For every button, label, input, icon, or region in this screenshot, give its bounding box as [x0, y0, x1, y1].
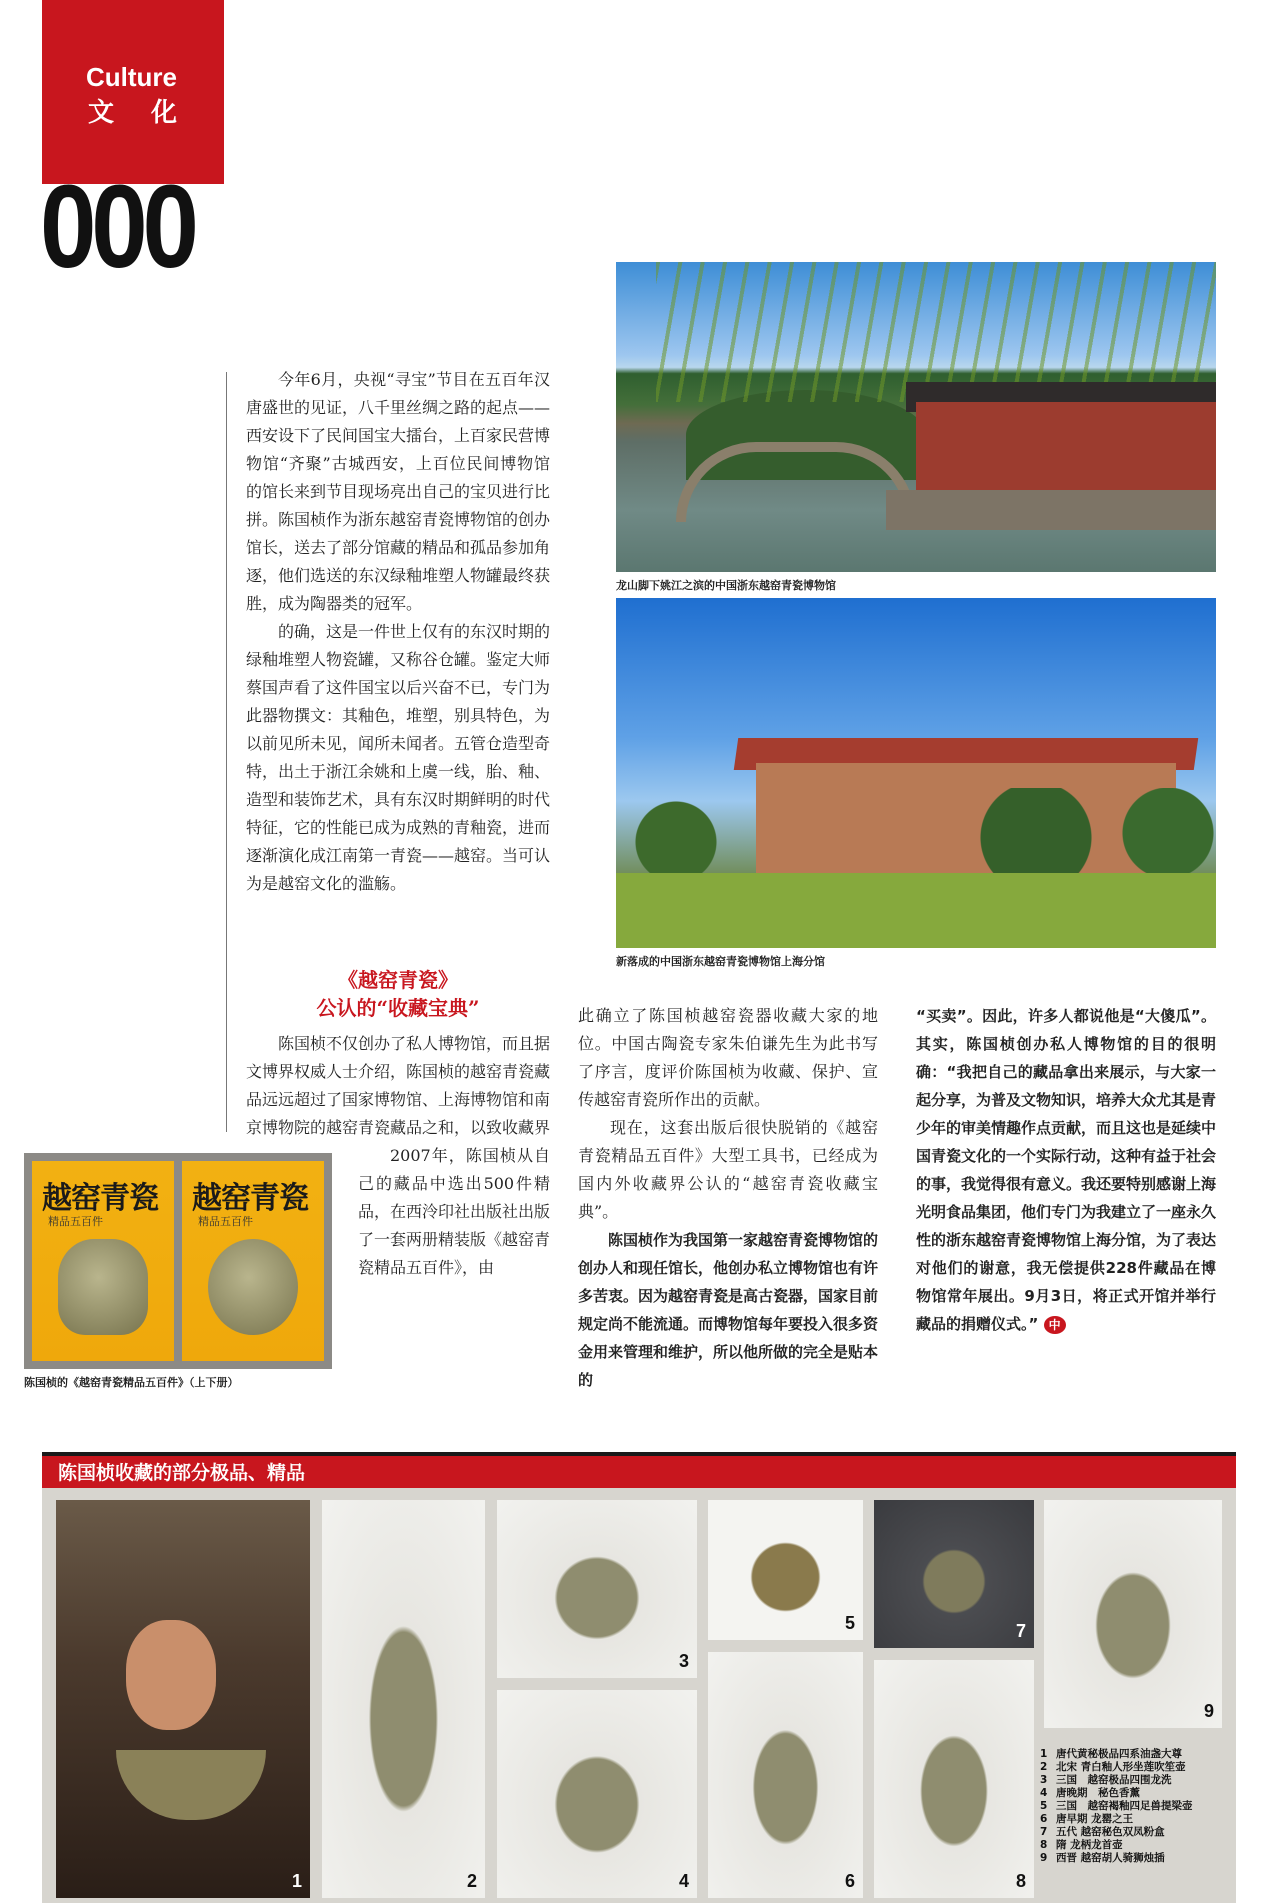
tile-number: 3	[678, 1651, 689, 1671]
article-column-1b	[246, 1030, 550, 1142]
legend-text: 北宋 青白釉人形坐莲吹笙壶	[1056, 1761, 1186, 1773]
legend-text: 隋 龙柄龙首壶	[1056, 1839, 1123, 1851]
gallery-photo-item	[874, 1500, 1034, 1648]
section-label-en: Culture	[86, 62, 177, 92]
article-column-1c	[358, 1142, 550, 1282]
legend-number: 2	[1040, 1761, 1048, 1773]
legend-text: 三国 越窑极品四围龙洗	[1056, 1774, 1172, 1786]
legend-number: 8	[1040, 1839, 1048, 1851]
gallery-photo-item	[708, 1652, 863, 1898]
legend-row	[1040, 1774, 1193, 1787]
book-photo	[24, 1153, 332, 1369]
legend-row	[1040, 1826, 1193, 1839]
legend-row	[1040, 1761, 1193, 1774]
tile-number: 6	[844, 1871, 855, 1891]
paragraph: 今年6月，央视“寻宝”节目在五百年汉唐盛世的见证，八千里丝绸之路的起点——西安设下了民间国宝大擂台，上百家民营博物馆“齐聚”古城西安，上百位民间博物馆的馆长来到节目现场亮出自己的宝贝进行比拼。陈国桢作为浙东越窑青瓷博物馆的创办馆长，送去了部分馆藏的精品和孤品参加角逐，他们选送的东汉绿釉堆塑人物罐最终获胜，成为陶器类的冠军。	[246, 370, 551, 613]
legend-number: 7	[1040, 1826, 1048, 1838]
legend-number: 9	[1040, 1852, 1048, 1864]
gallery-photo-item	[497, 1500, 697, 1678]
article-column-3	[916, 1002, 1216, 1338]
legend-number: 5	[1040, 1800, 1048, 1812]
legend-text: 五代 越窑秘色双凤粉盒	[1056, 1826, 1165, 1838]
legend-row	[1040, 1813, 1193, 1826]
legend-text: 西晋 越窑胡人骑狮烛插	[1056, 1852, 1165, 1864]
books-photo-caption: 陈国桢的《越窑青瓷精品五百件》（上下册）	[24, 1376, 239, 1389]
shanghai-branch-photo	[616, 598, 1216, 948]
book-volume-2	[182, 1161, 324, 1361]
paragraph: 此确立了陈国桢越窑瓷器收藏大家的地位。中国古陶瓷专家朱伯谦先生为此书写了序言，度评价陈国桢为收藏、保护、宣传越窑青瓷所作出的贡献。	[578, 1006, 878, 1109]
tile-number: 9	[1203, 1701, 1214, 1721]
section-label-zh: 文 化	[88, 98, 192, 128]
tile-number: 4	[678, 1871, 689, 1891]
paragraph: 的确，这是一件世上仅有的东汉时期的绿釉堆塑人物瓷罐，又称谷仓罐。鉴定大师蔡国声看了这件国宝以后兴奋不已，专门为此器物撰文：其釉色，堆塑，别具特色，为以前见所未见，闻所未闻者。五管仓造型奇特，出土于浙江余姚和上虞一线，胎、釉、造型和装饰艺术，具有东汉时期鲜明的时代特征，它的性能已成为成熟的青釉瓷，进而逐渐演化成江南第一青瓷——越窑。当可认为是越窑文化的滥觞。	[246, 622, 551, 893]
book-title: 越窑青瓷	[42, 1181, 158, 1216]
bridge-museum-photo	[616, 262, 1216, 572]
legend-row	[1040, 1748, 1193, 1761]
museum-photo-caption: 新落成的中国浙东越窑青瓷博物馆上海分馆	[616, 955, 825, 968]
paragraph: 陈国桢作为我国第一家越窑青瓷博物馆的创办人和现任馆长，他创办私立博物馆也有许多苦衷。因为越窑青瓷是高古瓷器，国家目前规定尚不能流通。而博物馆每年要投入很多资金用来管理和维护，所以他所做的完全是贴本的	[578, 1231, 879, 1389]
paragraph: 现在，这套出版后很快脱销的《越窑青瓷精品五百件》大型工具书，已经成为国内外收藏界公认的“越窑青瓷收藏宝典”。	[578, 1118, 878, 1221]
tile-number: 1	[291, 1871, 302, 1891]
gallery-photo-item	[708, 1500, 863, 1640]
tile-number: 8	[1015, 1871, 1026, 1891]
subhead-line-2: 公认的“收藏宝典”	[316, 996, 480, 1020]
article-subhead	[246, 966, 550, 1022]
paragraph: “买卖”。因此，许多人都说他是“大傻瓜”。其实，陈国桢创办私人博物馆的目的很明确：“我把自己的藏品拿出来展示，与大家一起分享，为普及文物知识，培养大众尤其是青少年的审美情趣作点贡献，而且这也是延续中国青瓷文化的一个实际行动，这种有益于社会的事，我觉得很有意义。我还要特别感谢上海光明食品集团，他们专门为我建立了一座永久性的浙东越窑青瓷博物馆上海分馆，为了表达对他们的谢意，我无偿提供228件藏品在博物馆常年展出。9月3日，将正式开馆并举行藏品的捐赠仪式。”	[916, 1007, 1217, 1333]
page-number: 000	[40, 161, 194, 293]
tile-number: 7	[1015, 1621, 1026, 1641]
legend-number: 3	[1040, 1774, 1048, 1786]
tile-number: 2	[466, 1871, 477, 1891]
gallery-photo-collector	[56, 1500, 310, 1898]
gallery-legend	[1040, 1748, 1193, 1865]
subhead-line-1: 《越窑青瓷》	[338, 968, 458, 992]
legend-number: 6	[1040, 1813, 1048, 1825]
legend-text: 三国 越窑褐釉四足兽提梁壶	[1056, 1800, 1193, 1812]
paragraph: 2007年，陈国桢从自己的藏品中选出500件精品，在西泠印社出版社出版了一套两册精装版《越窑青瓷精品五百件》，由	[358, 1146, 551, 1277]
article-column-2	[578, 1002, 878, 1394]
gallery-photo-item	[874, 1660, 1034, 1898]
gallery-title: 陈国桢收藏的部分极品、精品	[58, 1462, 306, 1484]
end-mark-icon: 中	[1044, 1316, 1066, 1334]
legend-number: 4	[1040, 1787, 1048, 1799]
legend-number: 1	[1040, 1748, 1048, 1760]
legend-row	[1040, 1800, 1193, 1813]
legend-text: 唐代黄秘极品四系油盏大尊	[1056, 1748, 1182, 1760]
legend-row	[1040, 1852, 1193, 1865]
legend-text: 唐早期 龙罂之王	[1056, 1813, 1134, 1825]
legend-text: 唐晚期 秘色香薰	[1056, 1787, 1140, 1799]
tile-number: 5	[844, 1613, 855, 1633]
article-column-1	[246, 366, 550, 898]
gallery-photo-item	[322, 1500, 485, 1898]
book-subtitle: 精品五百件	[48, 1215, 103, 1228]
bridge-photo-caption: 龙山脚下姚江之滨的中国浙东越窑青瓷博物馆	[616, 579, 836, 592]
legend-row	[1040, 1787, 1193, 1800]
book-title: 越窑青瓷	[192, 1181, 308, 1216]
gallery-photo-item	[497, 1690, 697, 1898]
book-volume-1	[32, 1161, 174, 1361]
book-subtitle: 精品五百件	[198, 1215, 253, 1228]
legend-row	[1040, 1839, 1193, 1852]
column-rule	[226, 372, 227, 1132]
gallery-photo-item	[1044, 1500, 1222, 1728]
paragraph: 陈国桢不仅创办了私人博物馆，而且据文博界权威人士介绍，陈国桢的越窑青瓷藏品远远超过了国家博物馆、上海博物馆和南京博物院的越窑青瓷藏品之和，以致收藏界	[246, 1034, 550, 1137]
